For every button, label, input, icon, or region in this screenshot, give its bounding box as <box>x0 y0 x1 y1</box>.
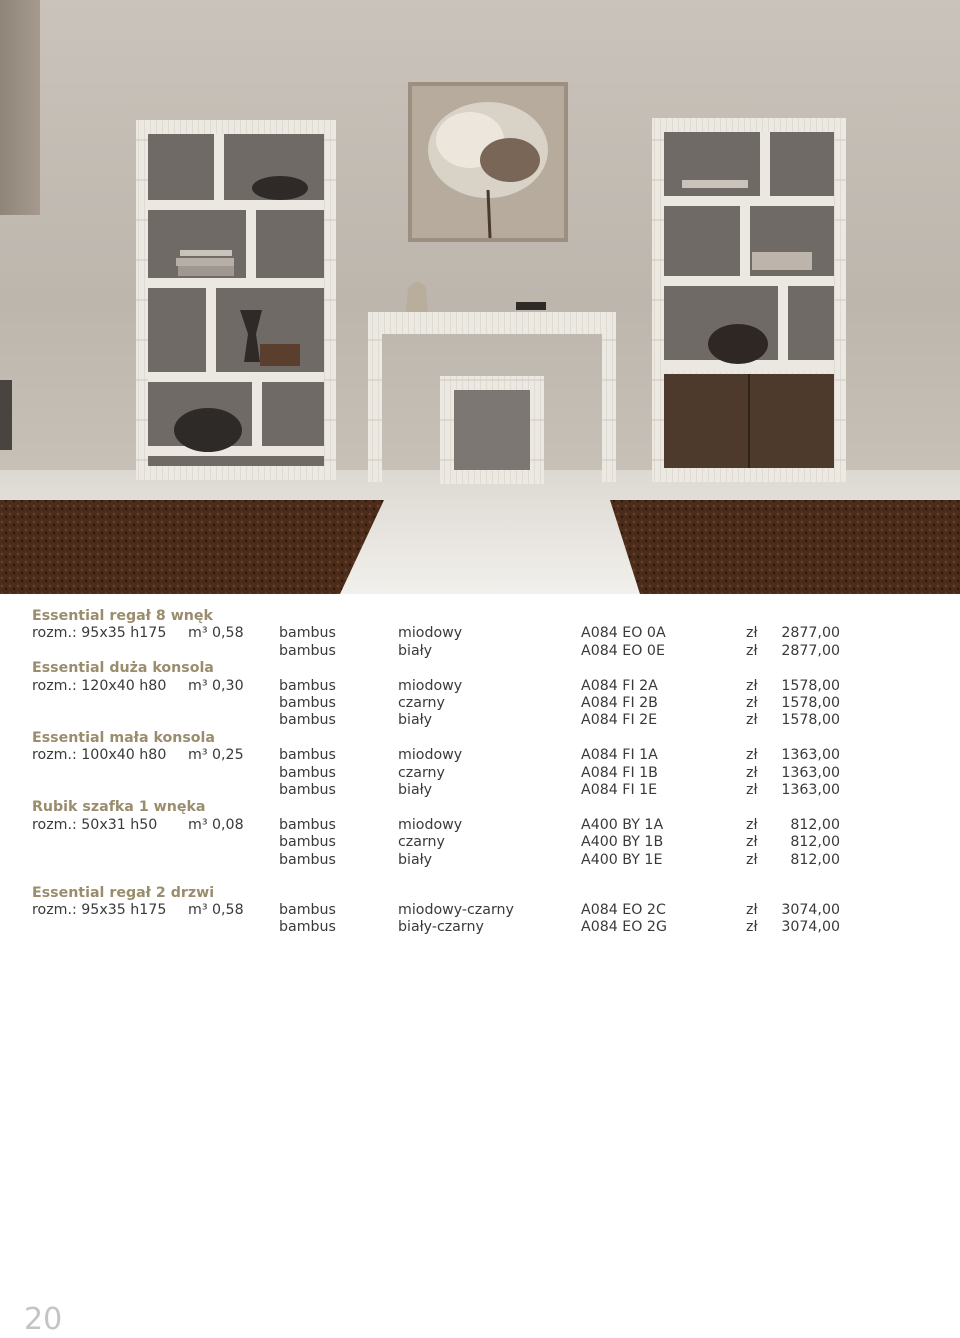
variant-price: 1363,00 <box>781 782 840 798</box>
variant-price: 2877,00 <box>781 625 840 642</box>
variant-material: bambus <box>279 764 336 781</box>
variant-material: bambus <box>279 712 336 729</box>
variant-price: 1363,00 <box>781 764 840 781</box>
variant-material: bambus <box>279 625 336 642</box>
variant-currency: zł <box>746 747 758 764</box>
variant-material: bambus <box>279 782 336 798</box>
variant-code: A084 EO 2C <box>581 902 666 919</box>
page-number: 20 <box>24 1302 63 1337</box>
variant-price: 1578,00 <box>781 677 840 694</box>
variant-code: A084 FI 1B <box>581 764 658 781</box>
variant-color: czarny <box>398 764 445 781</box>
variant-color: czarny <box>398 834 445 851</box>
product-volume: m³ 0,25 <box>188 747 244 764</box>
variant-color: miodowy <box>398 677 463 694</box>
product-dimensions: rozm.: 95x35 h175 <box>32 625 167 642</box>
variant-currency: zł <box>746 625 758 642</box>
variant-material: bambus <box>279 816 336 833</box>
variant-color: miodowy <box>398 747 463 764</box>
variant-code: A084 FI 2B <box>581 695 658 711</box>
variant-material: bambus <box>279 642 336 659</box>
product-volume: m³ 0,08 <box>188 816 244 833</box>
variant-price: 812,00 <box>790 816 840 833</box>
variant-currency: zł <box>746 764 758 781</box>
variant-currency: zł <box>746 851 758 868</box>
product-dimensions: rozm.: 120x40 h80 <box>32 677 167 694</box>
variant-price: 3074,00 <box>781 919 840 936</box>
variant-color: biały <box>398 851 433 868</box>
variant-color: czarny <box>398 695 445 711</box>
variant-color: miodowy-czarny <box>398 902 514 919</box>
product-name: Rubik szafka 1 wnęka <box>32 799 206 816</box>
variant-currency: zł <box>746 642 758 659</box>
variant-material: bambus <box>279 695 336 711</box>
variant-price: 812,00 <box>790 834 840 851</box>
variant-code: A400 BY 1B <box>581 834 664 851</box>
product-dimensions: rozm.: 50x31 h50 <box>32 816 158 833</box>
product-name: Essential mała konsola <box>32 729 215 746</box>
variant-code: A084 FI 1A <box>581 747 658 764</box>
variant-price: 3074,00 <box>781 902 840 919</box>
variant-material: bambus <box>279 851 336 868</box>
variant-code: A084 FI 2A <box>581 677 658 694</box>
variant-currency: zł <box>746 677 758 694</box>
product-volume: m³ 0,58 <box>188 902 244 919</box>
variant-material: bambus <box>279 747 336 764</box>
variant-code: A084 FI 2E <box>581 712 658 729</box>
variant-currency: zł <box>746 695 758 711</box>
product-dimensions: rozm.: 100x40 h80 <box>32 747 167 764</box>
product-volume: m³ 0,58 <box>188 625 244 642</box>
variant-price: 1578,00 <box>781 695 840 711</box>
variant-currency: zł <box>746 712 758 729</box>
product-name: Essential regał 8 wnęk <box>32 608 213 624</box>
variant-color: biały <box>398 712 433 729</box>
variant-color: biały-czarny <box>398 919 484 936</box>
variant-color: miodowy <box>398 625 463 642</box>
variant-code: A400 BY 1E <box>581 851 663 868</box>
variant-color: biały <box>398 642 433 659</box>
variant-price: 1363,00 <box>781 747 840 764</box>
variant-currency: zł <box>746 782 758 798</box>
variant-code: A084 EO 0E <box>581 642 665 659</box>
variant-price: 2877,00 <box>781 642 840 659</box>
variant-code: A084 EO 2G <box>581 919 667 936</box>
product-volume: m³ 0,30 <box>188 677 244 694</box>
variant-material: bambus <box>279 902 336 919</box>
variant-code: A084 FI 1E <box>581 782 658 798</box>
variant-material: bambus <box>279 834 336 851</box>
variant-currency: zł <box>746 816 758 833</box>
variant-material: bambus <box>279 677 336 694</box>
variant-color: biały <box>398 782 433 798</box>
variant-code: A084 EO 0A <box>581 625 666 642</box>
variant-code: A400 BY 1A <box>581 816 664 833</box>
variant-price: 1578,00 <box>781 712 840 729</box>
variant-currency: zł <box>746 902 758 919</box>
variant-currency: zł <box>746 919 758 936</box>
variant-price: 812,00 <box>790 851 840 868</box>
variant-color: miodowy <box>398 816 463 833</box>
variant-material: bambus <box>279 919 336 936</box>
product-name: Essential duża konsola <box>32 660 214 677</box>
product-name: Essential regał 2 drzwi <box>32 884 215 901</box>
product-dimensions: rozm.: 95x35 h175 <box>32 902 167 919</box>
variant-currency: zł <box>746 834 758 851</box>
